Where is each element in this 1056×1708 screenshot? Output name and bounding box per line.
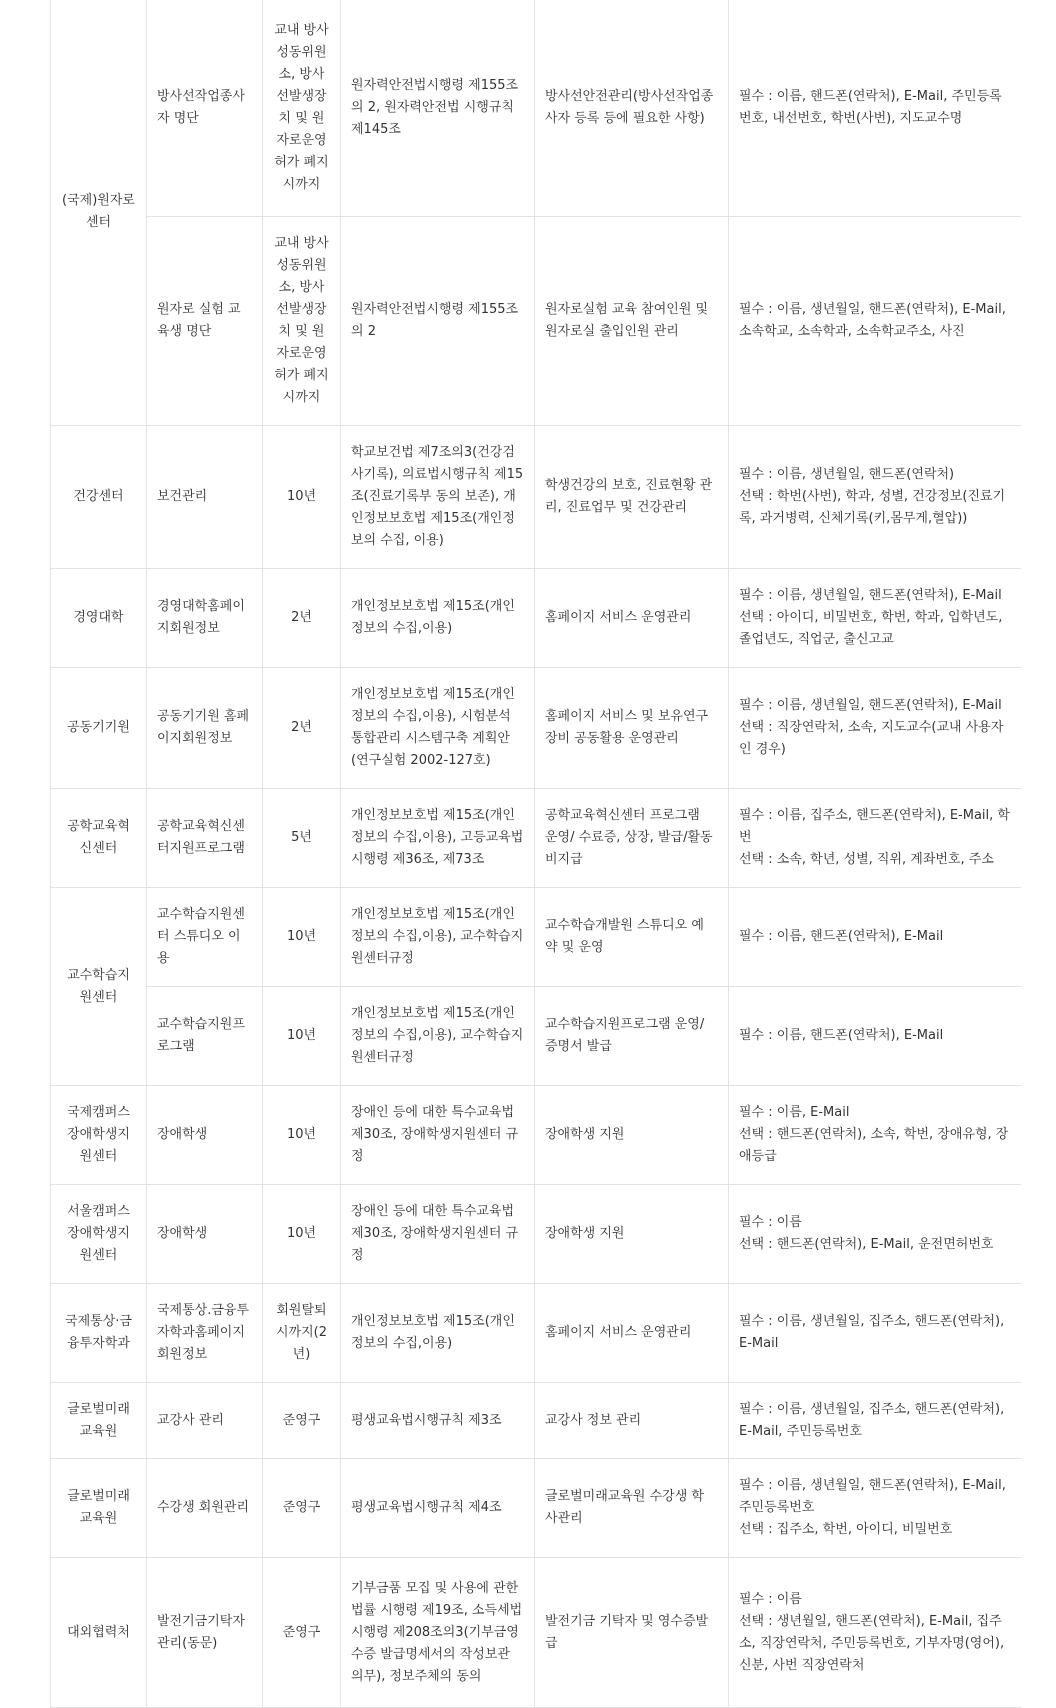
legal-basis-cell: 기부금품 모집 및 사용에 관한 법률 시행령 제19조, 소득세법 시행령 제208조의3(기부금영 수증 발급명세서의 작성보관 의무), 정보주체의 동의	[341, 1558, 535, 1708]
department-cell: (국제)원자로 센터	[51, 0, 147, 426]
legal-basis-cell: 개인정보보호법 제15조(개인 정보의 수집,이용), 고등교육법 시행령 제36조, 제73조	[341, 789, 535, 888]
table-row	[51, 987, 1021, 1086]
legal-basis-cell: 개인정보보호법 제15조(개인 정보의 수집,이용), 교수학습지 원센터규정	[341, 987, 535, 1086]
retention-period-cell: 교내 방사 성동위원 소, 방사 선발생장 치 및 원 자로운영 허가 폐지 시까지	[263, 0, 341, 217]
table-row	[51, 1284, 1021, 1383]
department-cell: 국제통상·금 융투자학과	[51, 1284, 147, 1383]
file-name-cell: 장애학생	[147, 1086, 263, 1185]
legal-basis-cell: 원자력안전법시행령 제155조 의 2	[341, 217, 535, 426]
retention-period-cell: 회원탈퇴 시까지(2 년)	[263, 1284, 341, 1383]
items-cell: 필수 : 이름, 생년월일, 집주소, 핸드폰(연락처), E-Mail	[729, 1284, 1021, 1383]
table-row	[51, 1558, 1021, 1708]
retention-period-cell: 2년	[263, 569, 341, 668]
purpose-cell: 홈페이지 서비스 운영관리	[535, 569, 729, 668]
table-row	[51, 217, 1021, 426]
retention-period-cell: 10년	[263, 888, 341, 987]
items-cell: 필수 : 이름, 생년월일, 핸드폰(연락처), E-Mail 선택 : 직장연락처, 소속, 지도교수(교내 사용자 인 경우)	[729, 668, 1021, 789]
table-row	[51, 0, 1021, 217]
items-cell: 필수 : 이름, 핸드폰(연락처), E-Mail	[729, 987, 1021, 1086]
items-cell: 필수 : 이름, 생년월일, 핸드폰(연락처), E-Mail 선택 : 아이디, 비밀번호, 학번, 학과, 입학년도, 졸업년도, 직업군, 출신고교	[729, 569, 1021, 668]
legal-basis-cell: 원자력안전법시행령 제155조 의 2, 원자력안전법 시행규칙 제145조	[341, 0, 535, 217]
purpose-cell: 교수학습개발원 스튜디오 예 약 및 운영	[535, 888, 729, 987]
department-cell: 글로벌미래 교육원	[51, 1459, 147, 1558]
retention-period-cell: 10년	[263, 1086, 341, 1185]
table-row	[51, 1086, 1021, 1185]
table-row	[51, 668, 1021, 789]
purpose-cell: 발전기금 기탁자 및 영수증발 급	[535, 1558, 729, 1708]
purpose-cell: 글로벌미래교육원 수강생 학 사관리	[535, 1459, 729, 1558]
items-cell: 필수 : 이름, 생년월일, 집주소, 핸드폰(연락처), E-Mail, 주민등록번호	[729, 1383, 1021, 1459]
department-cell: 경영대학	[51, 569, 147, 668]
retention-period-cell: 준영구	[263, 1558, 341, 1708]
retention-period-cell: 5년	[263, 789, 341, 888]
file-name-cell: 국제통상.금융투 자학과홈페이지 회원정보	[147, 1284, 263, 1383]
items-cell: 필수 : 이름, 집주소, 핸드폰(연락처), E-Mail, 학 번 선택 : 소속, 학년, 성별, 직위, 계좌번호, 주소	[729, 789, 1021, 888]
file-name-cell: 원자로 실험 교 육생 명단	[147, 217, 263, 426]
department-cell: 교수학습지 원센터	[51, 888, 147, 1086]
purpose-cell: 교수학습지원프로그램 운영/ 증명서 발급	[535, 987, 729, 1086]
purpose-cell: 공학교육혁신센터 프로그램 운영/ 수료증, 상장, 발급/활동 비지급	[535, 789, 729, 888]
file-name-cell: 방사선작업종사 자 명단	[147, 0, 263, 217]
legal-basis-cell: 개인정보보호법 제15조(개인 정보의 수집,이용)	[341, 1284, 535, 1383]
retention-period-cell: 10년	[263, 1185, 341, 1284]
items-cell: 필수 : 이름 선택 : 생년월일, 핸드폰(연락처), E-Mail, 집주 소, 직장연락처, 주민등록번호, 기부자명(영어), 신분, 사번 직장연락처	[729, 1558, 1021, 1708]
table-row	[51, 789, 1021, 888]
items-cell: 필수 : 이름, 핸드폰(연락처), E-Mail, 주민등록 번호, 내선번호, 학번(사번), 지도교수명	[729, 0, 1021, 217]
items-cell: 필수 : 이름, 생년월일, 핸드폰(연락처), E-Mail, 주민등록번호 선택 : 집주소, 학번, 아이디, 비밀번호	[729, 1459, 1021, 1558]
file-name-cell: 공학교육혁신센 터지원프로그램	[147, 789, 263, 888]
legal-basis-cell: 장애인 등에 대한 특수교육법 제30조, 장애학생지원센터 규 정	[341, 1185, 535, 1284]
legal-basis-cell: 개인정보보호법 제15조(개인 정보의 수집,이용), 시험분석 통합관리 시스템구축 계획안 (연구실험 2002-127호)	[341, 668, 535, 789]
items-cell: 필수 : 이름, 생년월일, 핸드폰(연락처) 선택 : 학번(사번), 학과, 성별, 건강정보(진료기 록, 과거병력, 신체기록(키,몸무게,혈압))	[729, 426, 1021, 569]
file-name-cell: 공동기기원 홈페 이지회원정보	[147, 668, 263, 789]
department-cell: 국제캠퍼스 장애학생지 원센터	[51, 1086, 147, 1185]
table-row	[51, 888, 1021, 987]
department-cell: 공학교육혁 신센터	[51, 789, 147, 888]
items-cell: 필수 : 이름, E-Mail 선택 : 핸드폰(연락처), 소속, 학번, 장애유형, 장 애등급	[729, 1086, 1021, 1185]
retention-period-cell: 10년	[263, 426, 341, 569]
retention-period-cell: 10년	[263, 987, 341, 1086]
department-cell: 서울캠퍼스 장애학생지 원센터	[51, 1185, 147, 1284]
file-name-cell: 경영대학홈페이 지회원정보	[147, 569, 263, 668]
file-name-cell: 수강생 회원관리	[147, 1459, 263, 1558]
retention-period-cell: 2년	[263, 668, 341, 789]
retention-period-cell: 준영구	[263, 1459, 341, 1558]
purpose-cell: 방사선안전관리(방사선작업종 사자 등록 등에 필요한 사항)	[535, 0, 729, 217]
items-cell: 필수 : 이름, 생년월일, 핸드폰(연락처), E-Mail, 소속학교, 소속학과, 소속학교주소, 사진	[729, 217, 1021, 426]
purpose-cell: 장애학생 지원	[535, 1086, 729, 1185]
legal-basis-cell: 평생교육법시행규칙 제3조	[341, 1383, 535, 1459]
file-name-cell: 보건관리	[147, 426, 263, 569]
purpose-cell: 학생건강의 보호, 진료현황 관 리, 진료업무 및 건강관리	[535, 426, 729, 569]
purpose-cell: 교강사 정보 관리	[535, 1383, 729, 1459]
purpose-cell: 장애학생 지원	[535, 1185, 729, 1284]
department-cell: 공동기기원	[51, 668, 147, 789]
department-cell: 대외협력처	[51, 1558, 147, 1708]
purpose-cell: 홈페이지 서비스 운영관리	[535, 1284, 729, 1383]
legal-basis-cell: 장애인 등에 대한 특수교육법 제30조, 장애학생지원센터 규 정	[341, 1086, 535, 1185]
file-name-cell: 교수학습지원센 터 스튜디오 이 용	[147, 888, 263, 987]
table-row	[51, 569, 1021, 668]
items-cell: 필수 : 이름, 핸드폰(연락처), E-Mail	[729, 888, 1021, 987]
items-cell: 필수 : 이름 선택 : 핸드폰(연락처), E-Mail, 운전면허번호	[729, 1185, 1021, 1284]
retention-period-cell: 교내 방사 성동위원 소, 방사 선발생장 치 및 원 자로운영 허가 폐지 시까지	[263, 217, 341, 426]
table-row	[51, 1185, 1021, 1284]
purpose-cell: 원자로실험 교육 참여인원 및 원자로실 출입인원 관리	[535, 217, 729, 426]
department-cell: 건강센터	[51, 426, 147, 569]
legal-basis-cell: 개인정보보호법 제15조(개인 정보의 수집,이용)	[341, 569, 535, 668]
privacy-file-table	[50, 0, 1021, 1708]
table-row	[51, 426, 1021, 569]
legal-basis-cell: 개인정보보호법 제15조(개인 정보의 수집,이용), 교수학습지 원센터규정	[341, 888, 535, 987]
table-row	[51, 1383, 1021, 1459]
file-name-cell: 교강사 관리	[147, 1383, 263, 1459]
department-cell: 글로벌미래 교육원	[51, 1383, 147, 1459]
table-row	[51, 1459, 1021, 1558]
legal-basis-cell: 평생교육법시행규칙 제4조	[341, 1459, 535, 1558]
retention-period-cell: 준영구	[263, 1383, 341, 1459]
legal-basis-cell: 학교보건법 제7조의3(건강검 사기록), 의료법시행규칙 제15 조(진료기록부 동의 보존), 개 인정보보호법 제15조(개인정 보의 수집, 이용)	[341, 426, 535, 569]
purpose-cell: 홈페이지 서비스 및 보유연구 장비 공동활용 운영관리	[535, 668, 729, 789]
file-name-cell: 장애학생	[147, 1185, 263, 1284]
file-name-cell: 교수학습지원프 로그램	[147, 987, 263, 1086]
file-name-cell: 발전기금기탁자 관리(동문)	[147, 1558, 263, 1708]
